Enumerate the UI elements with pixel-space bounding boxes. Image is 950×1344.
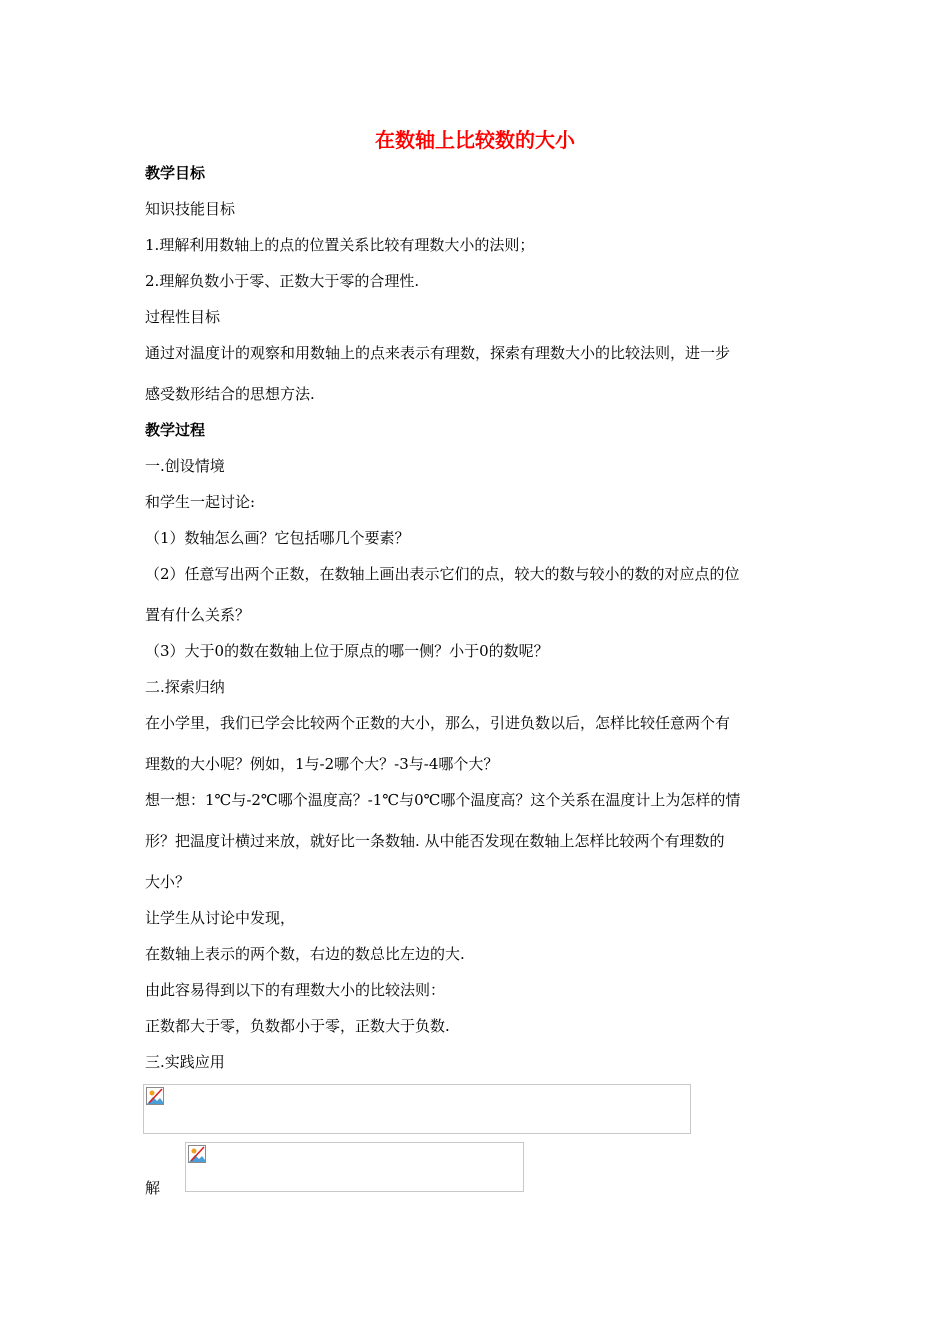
paragraph: 形？把温度计横过来放，就好比一条数轴. 从中能否发现在数轴上怎样比较两个有理数的 (145, 832, 725, 850)
paragraph: 在数轴上表示的两个数，右边的数总比左边的大. (145, 945, 465, 963)
paragraph: 一.创设情境 (145, 457, 225, 475)
paragraph: （1）数轴怎么画？它包括哪几个要素？ (145, 529, 410, 547)
image-placeholder (143, 1084, 691, 1134)
paragraph: 由此容易得到以下的有理数大小的比较法则： (145, 981, 446, 999)
document-title: 在数轴上比较数的大小 (375, 128, 575, 152)
paragraph: 感受数形结合的思想方法. (145, 385, 315, 403)
paragraph: 正数都大于零，负数都小于零，正数大于负数. (145, 1017, 450, 1035)
paragraph: 理数的大小呢？例如，1与-2哪个大？-3与-4哪个大？ (145, 755, 499, 773)
broken-image-icon (146, 1087, 164, 1105)
paragraph: 二.探索归纳 (145, 678, 225, 696)
paragraph: 过程性目标 (145, 308, 221, 326)
paragraph: 三.实践应用 (145, 1053, 225, 1071)
paragraph: （2）任意写出两个正数，在数轴上画出表示它们的点，较大的数与较小的数的对应点的位 (145, 565, 740, 583)
paragraph: 1.理解利用数轴上的点的位置关系比较有理数大小的法则； (145, 236, 535, 254)
paragraph: 置有什么关系？ (145, 606, 251, 624)
paragraph: 知识技能目标 (145, 200, 236, 218)
paragraph: 2.理解负数小于零、正数大于零的合理性. (145, 272, 420, 290)
paragraph: 让学生从讨论中发现， (145, 909, 296, 927)
image-placeholder (185, 1142, 524, 1192)
broken-image-icon (188, 1145, 206, 1163)
heading-teaching-process: 教学过程 (145, 421, 206, 439)
answer-label: 解 (145, 1179, 161, 1197)
paragraph: 和学生一起讨论: (145, 493, 256, 511)
paragraph: （3）大于0的数在数轴上位于原点的哪一侧？小于0的数呢？ (145, 642, 549, 660)
paragraph: 在小学里，我们已学会比较两个正数的大小，那么，引进负数以后，怎样比较任意两个有 (145, 714, 731, 732)
paragraph: 通过对温度计的观察和用数轴上的点来表示有理数，探索有理数大小的比较法则，进一步 (145, 344, 731, 362)
paragraph: 想一想：1℃与-2℃哪个温度高？-1℃与0℃哪个温度高？这个关系在温度计上为怎样的情 (145, 791, 741, 809)
heading-teaching-goals: 教学目标 (145, 164, 206, 182)
paragraph: 大小？ (145, 873, 191, 891)
